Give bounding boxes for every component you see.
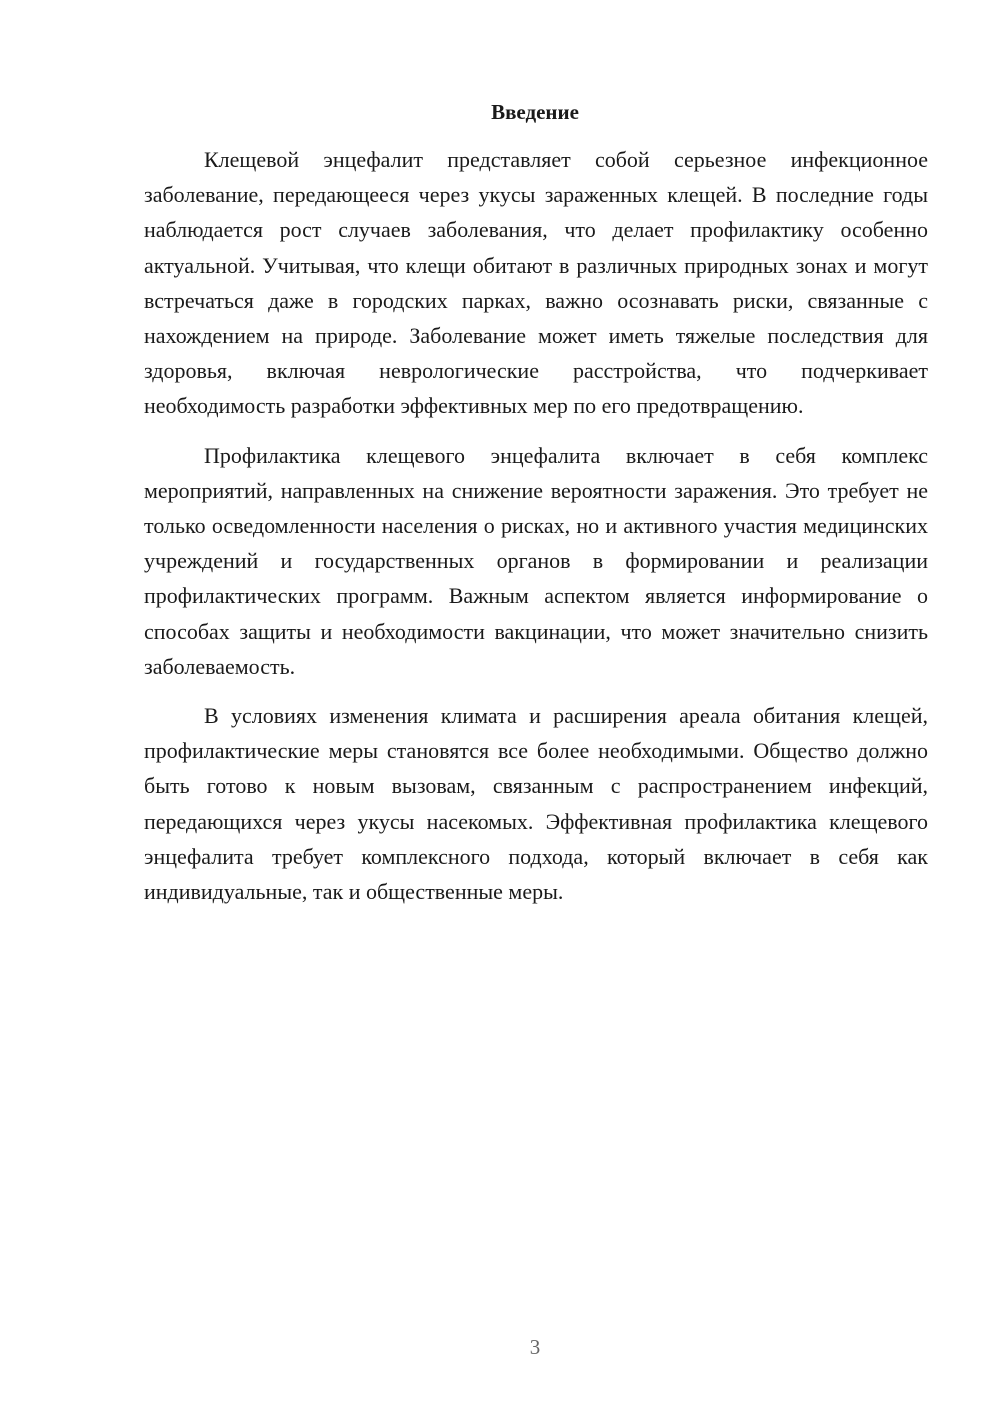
paragraph-3: В условиях изменения климата и расширения ареала обитания клещей, профилактические меры становятся все более необходимыми. Общество должно быть готово к новым вызовам, связанным с распространением инфекций, передающихся через укусы насекомых. Эффективная профилактика клещевого энцефалита требует комплексного подхода, который включает в себя как индивидуальные, так и общественные меры. bbox=[144, 703, 928, 905]
paragraph-1: Клещевой энцефалит представляет собой серьезное инфекционное заболевание, передающееся через укусы зараженных клещей. В последние годы наблюдается рост случаев заболевания, что делает профилактику особенно актуальной. Учитывая, что клещи обитают в различных природных зонах и могут встречаться даже в городских парках, важно осознавать риски, связанные с нахождением на природе. Заболевание может иметь тяжелые последствия для здоровья, включая неврологические расстройства, что подчеркивает необходимость разработки эффективных мер по его предотвращению. bbox=[144, 147, 928, 419]
page-number: 3 bbox=[529, 1335, 541, 1359]
paragraph-2: Профилактика клещевого энцефалита включает в себя комплекс мероприятий, направленных на снижение вероятности заражения. Это требует не только осведомленности населения о рисках, но и активного участия медицинских учреждений и государственных органов в формировании и реализации профилактических программ. Важным аспектом является информирование о способах защиты и необходимости вакцинации, что может значительно снизить заболеваемость. bbox=[144, 442, 928, 679]
body-text bbox=[144, 142, 928, 923]
section-heading: Введение bbox=[491, 100, 579, 124]
